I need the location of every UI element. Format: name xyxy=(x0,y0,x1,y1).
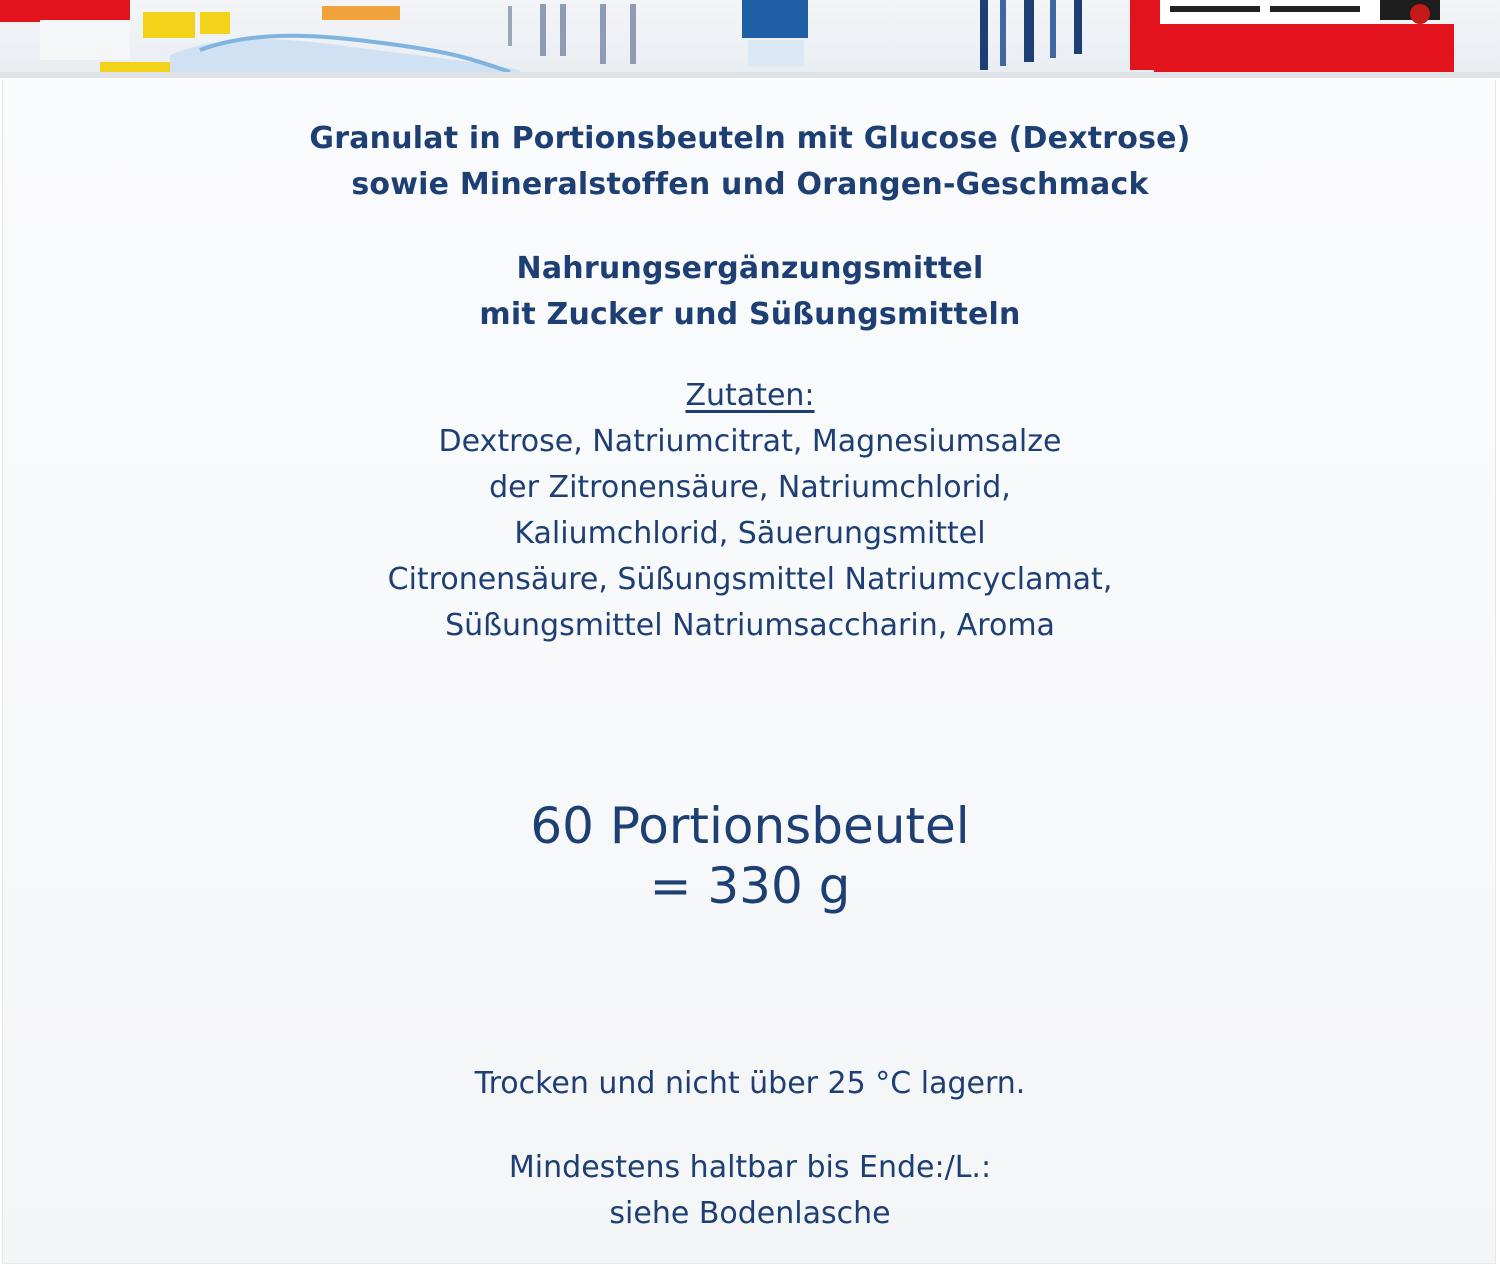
best-before-line-1: Mindestens haltbar bis Ende:/L.: xyxy=(508,1150,992,1185)
logo-stroke-5 xyxy=(1074,0,1082,54)
classification-line-2: mit Zucker und Süßungsmitteln xyxy=(479,297,1021,332)
best-before-block xyxy=(0,1145,1500,1237)
ingredients-block xyxy=(0,378,1500,649)
mark-5 xyxy=(630,4,636,64)
yellow-tag-2 xyxy=(200,12,230,34)
red-block-main xyxy=(1154,24,1454,72)
black-bar-1 xyxy=(1170,6,1260,12)
best-before-line-2: siehe Bodenlasche xyxy=(609,1196,891,1231)
dark-tab xyxy=(1380,0,1440,20)
blue-badge xyxy=(742,0,808,38)
mark-4 xyxy=(600,4,606,64)
product-description xyxy=(0,116,1500,208)
orange-tag xyxy=(322,6,400,20)
mark-1 xyxy=(508,6,512,46)
storage-instruction: Trocken und nicht über 25 °C lagern. xyxy=(474,1066,1026,1101)
logo-stroke-3 xyxy=(1024,0,1034,62)
ingredients-line-3: Kaliumchlorid, Säuerungsmittel xyxy=(514,516,986,551)
mark-3 xyxy=(560,4,566,56)
logo-stroke-4 xyxy=(1050,0,1056,58)
quantity-block xyxy=(0,796,1500,916)
red-circle-mark xyxy=(1410,4,1430,24)
flap-panel-left xyxy=(40,20,130,60)
ingredients-line-2: der Zitronensäure, Natriumchlorid, xyxy=(489,470,1011,505)
classification-line-1: Nahrungsergänzungsmittel xyxy=(516,251,984,286)
yellow-tag-1 xyxy=(143,12,195,38)
logo-stroke-1 xyxy=(980,0,988,70)
flap-edge-shadow xyxy=(0,72,1500,78)
quantity-line-1: 60 Portionsbeutel xyxy=(530,797,970,855)
top-flap-artwork xyxy=(0,0,1500,78)
packaging-flap-graphic xyxy=(0,0,1500,78)
mark-2 xyxy=(540,4,546,56)
red-tab-left xyxy=(0,0,130,22)
ingredients-line-5: Süßungsmittel Natriumsaccharin, Aroma xyxy=(445,608,1055,643)
description-line-2: sowie Mineralstoffen und Orangen-Geschmack xyxy=(351,167,1149,202)
logo-stroke-2 xyxy=(1000,0,1006,66)
ingredients-heading: Zutaten: xyxy=(685,378,815,413)
ingredients-line-1: Dextrose, Natriumcitrat, Magnesiumsalze xyxy=(438,424,1062,459)
blue-badge-lower xyxy=(748,40,804,66)
supplement-classification xyxy=(0,246,1500,338)
description-line-1: Granulat in Portionsbeuteln mit Glucose (Dextrose) xyxy=(309,121,1191,156)
quantity-line-2: = 330 g xyxy=(649,857,851,915)
ingredients-line-4: Citronensäure, Süßungsmittel Natriumcyclamat, xyxy=(387,562,1113,597)
black-bar-2 xyxy=(1270,6,1360,12)
